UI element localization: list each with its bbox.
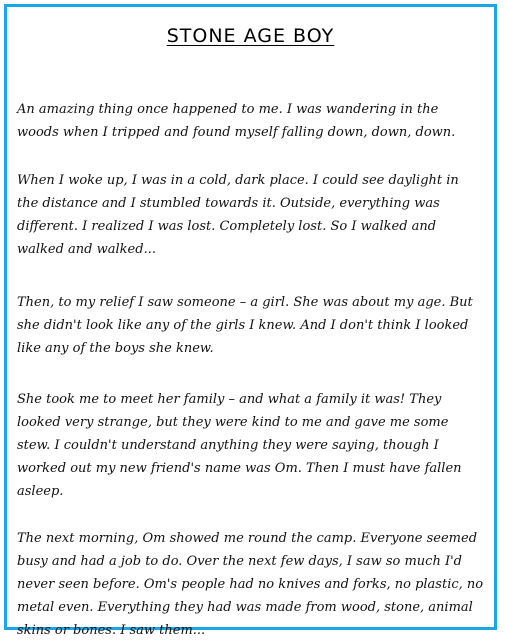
- text-line: worked out my new friend's name was Om. Then I must have fallen: [17, 461, 462, 476]
- paragraph-5: [17, 527, 495, 642]
- text-line: An amazing thing once happened to me. I was wandering in the: [17, 102, 439, 117]
- page-frame: [4, 4, 497, 638]
- text-line: woods when I tripped and found myself falling down, down, down.: [17, 125, 456, 140]
- text-line: never seen before. Om's people had no knives and forks, no plastic, no: [17, 577, 484, 592]
- text-line: stew. I couldn't understand anything they were saying, though I: [17, 438, 439, 453]
- text-line: skins or bones. I saw them...: [17, 623, 206, 638]
- text-line: busy and had a job to do. Over the next few days, I saw so much I'd: [17, 554, 462, 569]
- text-line: When I woke up, I was in a cold, dark place. I could see daylight in: [17, 173, 459, 188]
- text-line: Then, to my relief I saw someone – a girl. She was about my age. But: [17, 295, 473, 310]
- document-title: STONE AGE BOY: [166, 25, 335, 47]
- text-line: the distance and I stumbled towards it. Outside, everything was: [17, 196, 440, 211]
- paragraph-2: [17, 169, 495, 261]
- text-line: metal even. Everything they had was made from wood, stone, animal: [17, 600, 473, 615]
- text-line: different. I realized I was lost. Completely lost. So I walked and: [17, 219, 437, 234]
- text-line: She took me to meet her family – and what a family it was! They: [17, 392, 442, 407]
- text-line: looked very strange, but they were kind to me and gave me some: [17, 415, 449, 430]
- paragraph-1: [17, 98, 495, 144]
- text-line: like any of the boys she knew.: [17, 341, 214, 356]
- text-line: she didn't look like any of the girls I knew. And I don't think I looked: [17, 318, 469, 333]
- paragraph-4: [17, 388, 495, 503]
- text-line: The next morning, Om showed me round the camp. Everyone seemed: [17, 531, 478, 546]
- text-line: asleep.: [17, 484, 64, 499]
- text-line: walked and walked...: [17, 242, 156, 257]
- paragraph-3: [17, 291, 495, 360]
